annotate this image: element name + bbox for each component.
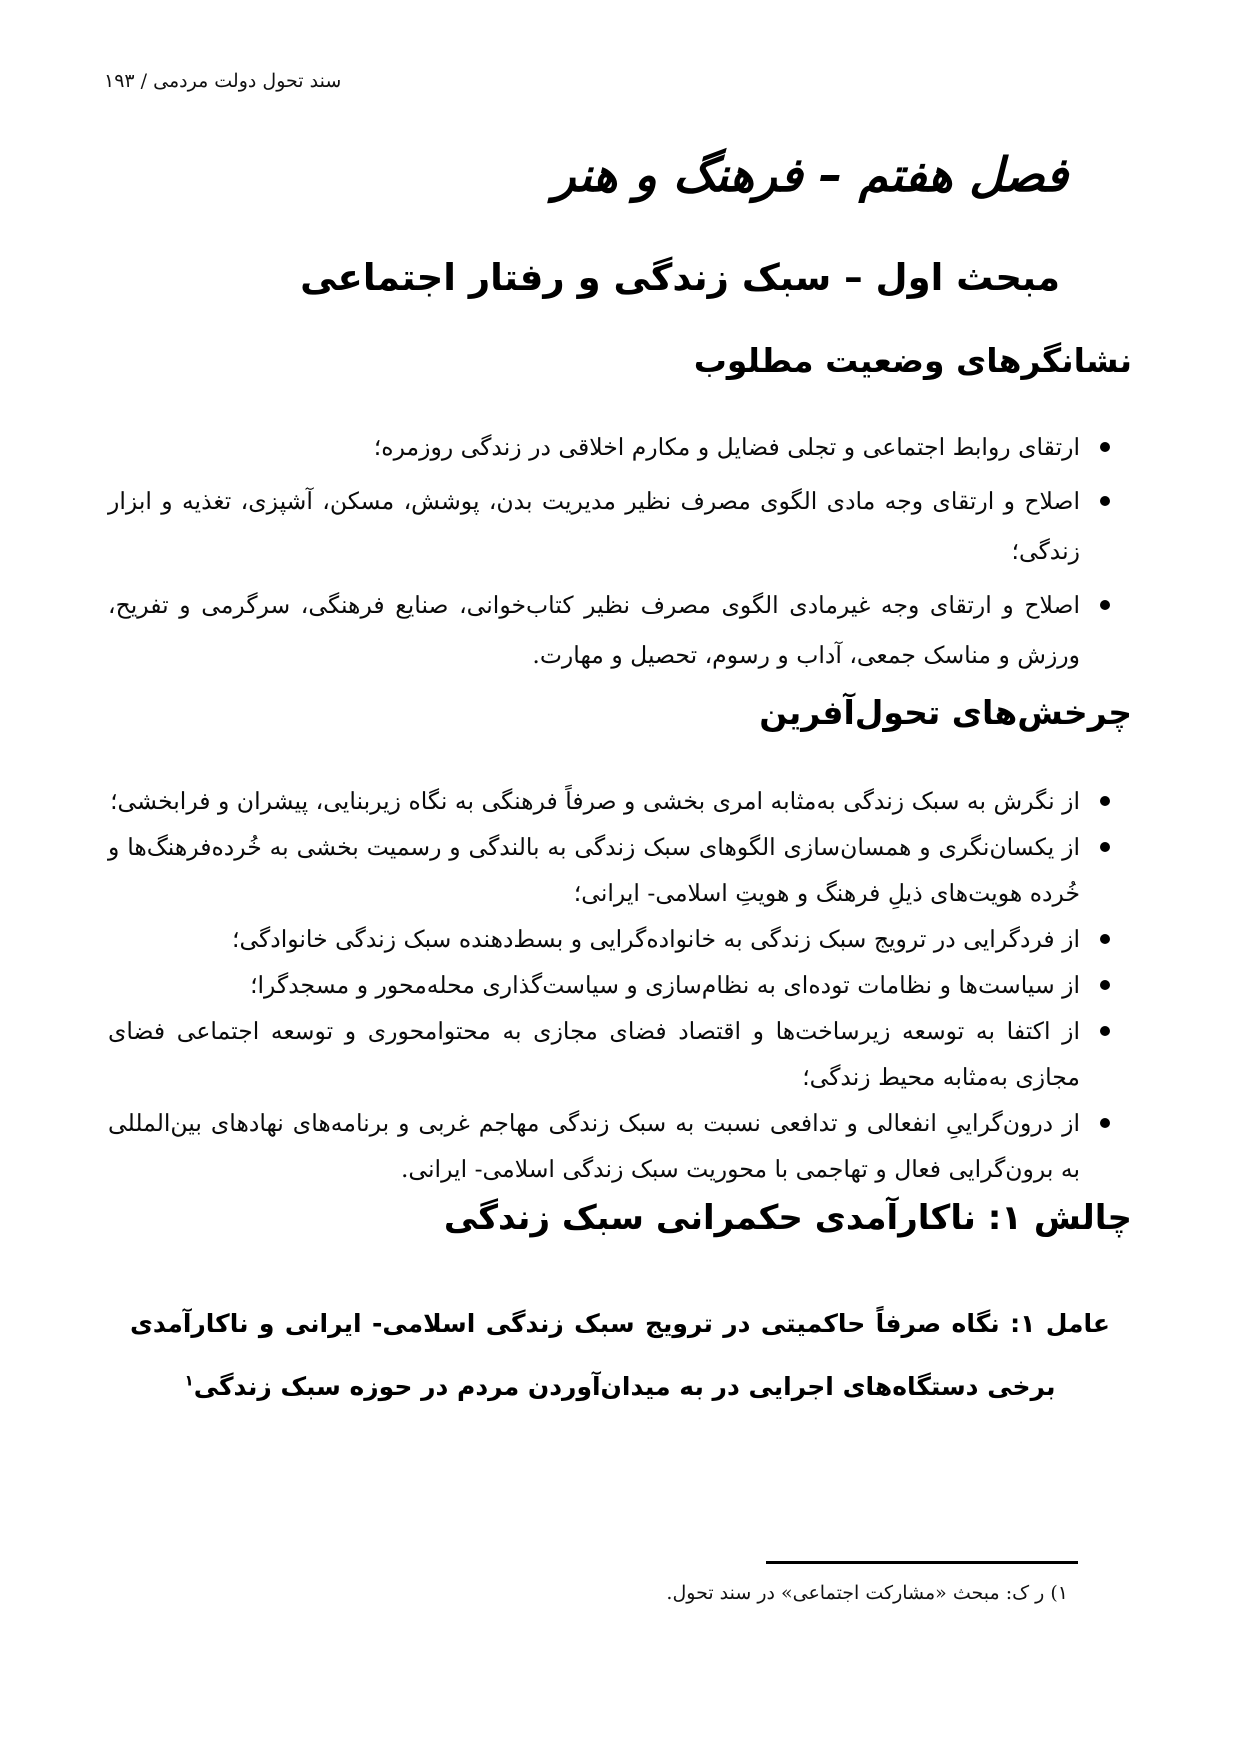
list-item-text: اصلاح و ارتقای وجه مادی الگوی مصرف نظیر مدیریت بدن، پوشش، مسکن، آشپزی، تغذیه و ابزار زندگی؛ <box>108 487 1080 565</box>
list-item-text: از اکتفا به توسعه زیرساخت‌ها و اقتصاد فضای مجازی به محتوامحوری و توسعه اجتماعی فضای مجازی به‌مثابه محیط زندگی؛ <box>108 1017 1080 1091</box>
chapter-title: فصل هفتم – فرهنگ و هنر <box>552 148 1068 203</box>
list-item-text: از نگرش به سبک زندگی به‌مثابه امری بخشی و صرفاً فرهنگی به نگاه زیربنایی، پیشران و فرابخشی؛ <box>110 787 1080 815</box>
bullet-icon <box>1100 1118 1110 1128</box>
list-item <box>108 1100 1132 1192</box>
list-item-text: از یکسان‌نگری و همسان‌سازی الگوهای سبک زندگی به بالندگی و رسمیت بخشی به خُرده‌فرهنگ‌ها و خُرده هویت‌های ذیلِ فرهنگ و هویتِ اسلامی- ایرانی؛ <box>108 833 1080 907</box>
list-item <box>108 916 1132 962</box>
heading-challenge-1: چالش ۱: ناکارآمدی حکمرانی سبک زندگی <box>443 1198 1132 1238</box>
bullet-icon <box>1100 934 1110 944</box>
heading-desired-state-indicators: نشانگرهای وضعیت مطلوب <box>693 341 1132 380</box>
bullet-icon <box>1100 842 1110 852</box>
bullet-icon <box>1100 600 1110 610</box>
list-item-text: از درون‌گراییِ انفعالی و تدافعی نسبت به سبک زندگی مهاجم غربی و برنامه‌های نهادهای بین‌المللی به برون‌گرایی فعال و تهاجمی با محوریت سبک زندگی اسلامی- ایرانی. <box>108 1109 1080 1183</box>
list-item-text: از سیاست‌ها و نظامات توده‌ای به نظام‌سازی و سیاست‌گذاری محله‌محور و مسجدگرا؛ <box>250 971 1080 999</box>
bullet-icon <box>1100 496 1110 506</box>
list-item-text: ارتقای روابط اجتماعی و تجلی فضایل و مکارم اخلاقی در زندگی روزمره؛ <box>373 433 1080 461</box>
heading-transformative-shifts: چرخش‌های تحول‌آفرین <box>759 693 1132 732</box>
bullet-icon <box>1100 1026 1110 1036</box>
footnote-reference: ۱ <box>184 1371 194 1390</box>
section-title: مبحث اول – سبک زندگی و رفتار اجتماعی <box>300 256 1060 299</box>
bullet-icon <box>1100 980 1110 990</box>
list-item-text: اصلاح و ارتقای وجه غیرمادی الگوی مصرف نظیر کتاب‌خوانی، صنایع فرهنگی، سرگرمی و تفریح، ورزش و مناسک جمعی، آداب و رسوم، تحصیل و مهارت. <box>108 591 1080 669</box>
list-item <box>108 476 1132 576</box>
bullet-icon <box>1100 442 1110 452</box>
factor-label: عامل ۱: <box>1010 1309 1110 1338</box>
factor-text: نگاه صرفاً حاکمیتی در ترویج سبک زندگی اسلامی- ایرانی و ناکارآمدی برخی دستگاه‌های اجرایی در به میدان‌آوردن مردم در حوزه سبک زندگی <box>130 1309 1056 1401</box>
list-item <box>108 422 1132 472</box>
indicators-list <box>108 422 1132 684</box>
shifts-list <box>108 778 1132 1192</box>
list-item <box>108 824 1132 916</box>
footnote-separator <box>766 1561 1078 1564</box>
list-item-text: از فردگرایی در ترویج سبک زندگی به خانواده‌گرایی و بسط‌دهنده سبک زندگی خانوادگی؛ <box>232 925 1080 953</box>
list-item <box>108 778 1132 824</box>
list-item <box>108 1008 1132 1100</box>
running-header: سند تحول دولت مردمی / ۱۹۳ <box>104 70 342 92</box>
bullet-icon <box>1100 796 1110 806</box>
factor-1-paragraph <box>108 1292 1132 1418</box>
footnote: ۱) ر ک: مبحث «مشارکت اجتماعی» در سند تحول. <box>666 1582 1068 1604</box>
list-item <box>108 962 1132 1008</box>
list-item <box>108 580 1132 680</box>
